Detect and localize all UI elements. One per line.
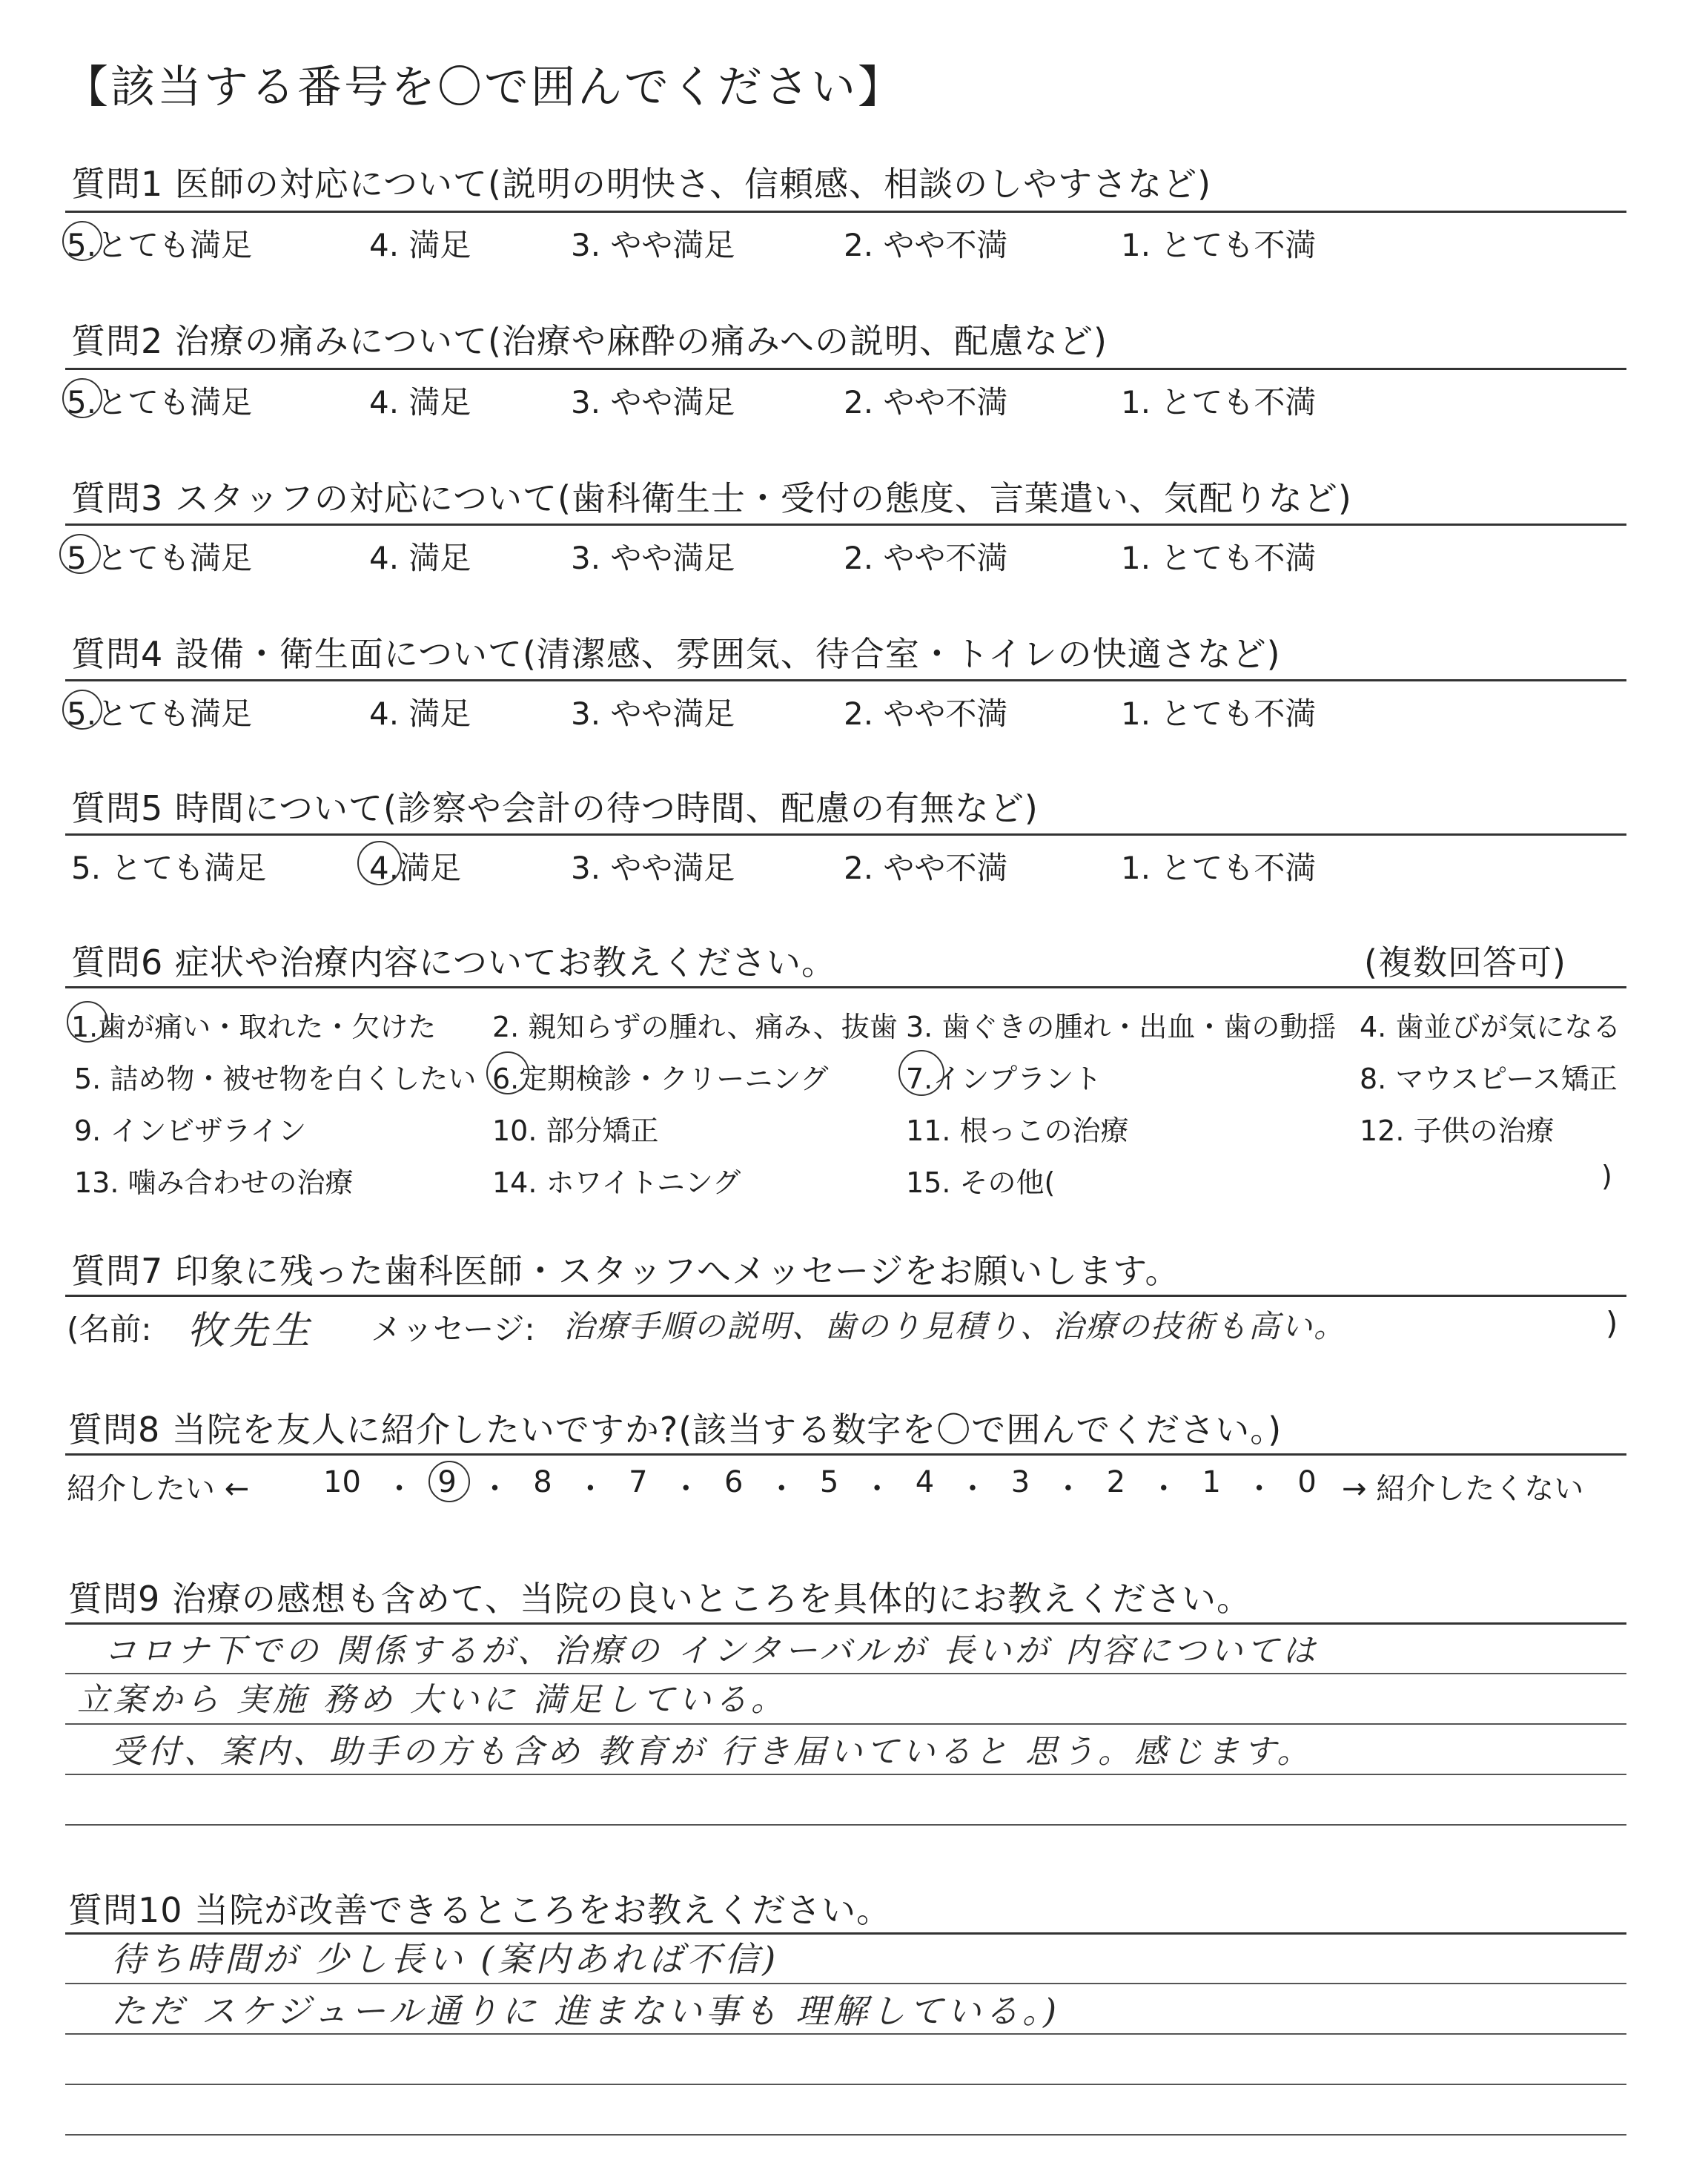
scale-9[interactable]: 9 (437, 1465, 457, 1499)
message-close-paren: ) (1606, 1305, 1618, 1341)
selection-circle (62, 690, 102, 730)
option-4[interactable]: 4. 歯並びが気になる (1360, 1011, 1621, 1043)
option-1[interactable]: 1.歯が痛い・取れた・欠けた (71, 1011, 437, 1043)
name-handwritten[interactable]: 牧先生 (187, 1309, 314, 1353)
divider (65, 368, 1626, 370)
option-13[interactable]: 13. 噛み合わせの治療 (74, 1166, 354, 1199)
question-title: 質問5 時間について(診察や会計の待つ時間、配慮の有無など) (71, 788, 1039, 828)
handwritten-line[interactable]: 受付、案内、助手の方も含め 教育が 行き届いていると 思う。感じます。 (111, 1733, 1314, 1771)
question-title: 質問10 当院が改善できるところをお教えください。 (68, 1890, 892, 1930)
scale-4[interactable]: 4 (915, 1465, 935, 1499)
question-title: 質問9 治療の感想も含めて、当院の良いところを具体的にお教えください。 (68, 1579, 1251, 1619)
divider (65, 833, 1626, 836)
recommend-scale (323, 1465, 1317, 1507)
option-5[interactable]: 5. とても満足 (71, 850, 267, 886)
option-2[interactable]: 2. 親知らずの腫れ、痛み、抜歯 (492, 1011, 898, 1043)
answer-line (65, 2134, 1626, 2136)
scale-10[interactable]: 10 (323, 1465, 361, 1499)
option-2[interactable]: 2. やや不満 (844, 850, 1008, 886)
option-11[interactable]: 11. 根っこの治療 (906, 1114, 1129, 1147)
option-3[interactable]: 3. やや満足 (571, 227, 735, 263)
scale-dot: ・ (1053, 1472, 1083, 1506)
divider (65, 524, 1626, 526)
question-title: 質問4 設備・衛生面について(清潔感、雰囲気、待合室・トイレの快適さなど) (71, 634, 1281, 674)
answer-line (65, 2084, 1626, 2085)
handwritten-line[interactable]: ただ スケジュール通りに 進まない事も 理解している。) (111, 1991, 1061, 2031)
divider (65, 679, 1626, 681)
option-12[interactable]: 12. 子供の治療 (1360, 1114, 1555, 1147)
question-title: 質問3 スタッフの対応について(歯科衛生士・受付の態度、言葉遣い、気配りなど) (71, 478, 1352, 518)
scale-0[interactable]: 0 (1297, 1465, 1317, 1499)
scale-dot: ・ (671, 1472, 701, 1506)
scale-8[interactable]: 8 (533, 1465, 552, 1499)
selection-circle (62, 378, 102, 418)
question-title: 質問1 医師の対応について(説明の明快さ、信頼感、相談のしやすさなど) (71, 164, 1212, 204)
option-3[interactable]: 3. 歯ぐきの腫れ・出血・歯の動揺 (906, 1011, 1337, 1043)
option-2[interactable]: 2. やや不満 (844, 696, 1008, 732)
selection-circle (67, 1001, 108, 1043)
option-4[interactable]: 4. 満足 (369, 540, 471, 576)
answer-line (65, 1774, 1626, 1775)
option-4[interactable]: 4. 満足 (369, 384, 471, 420)
handwritten-line[interactable]: コロナ下での 関係するが、治療の インターバルが 長いが 内容については (104, 1632, 1320, 1670)
option-9[interactable]: 9. インビザライン (74, 1114, 307, 1147)
option-3[interactable]: 3. やや満足 (571, 384, 735, 420)
option-1[interactable]: 1. とても不満 (1121, 384, 1317, 420)
scale-7[interactable]: 7 (629, 1465, 648, 1499)
multiple-answer-note: (複数回答可) (1364, 942, 1566, 982)
option-6[interactable]: 6.定期検診・クリーニング (492, 1063, 829, 1095)
selection-circle (59, 534, 101, 574)
option-1[interactable]: 1. とても不満 (1121, 540, 1317, 576)
option-3[interactable]: 3. やや満足 (571, 540, 735, 576)
question-title: 質問2 治療の痛みについて(治療や麻酔の痛みへの説明、配慮など) (71, 321, 1108, 361)
scale-6[interactable]: 6 (724, 1465, 744, 1499)
scale-dot: ・ (575, 1472, 606, 1506)
selection-circle (898, 1050, 944, 1096)
option-8[interactable]: 8. マウスピース矯正 (1360, 1063, 1618, 1095)
question-title: 質問6 症状や治療内容についてお教えください。 (71, 942, 836, 982)
not-recommend-label: → 紹介したくない (1342, 1472, 1584, 1506)
scale-dot: ・ (1244, 1472, 1274, 1506)
option-2[interactable]: 2. やや不満 (844, 227, 1008, 263)
option-1[interactable]: 1. とても不満 (1121, 696, 1317, 732)
option-2[interactable]: 2. やや不満 (844, 384, 1008, 420)
scale-2[interactable]: 2 (1106, 1465, 1126, 1499)
option-4[interactable]: 4. 満足 (369, 696, 471, 732)
question-title: 質問7 印象に残った歯科医師・スタッフへメッセージをお願いします。 (71, 1251, 1180, 1291)
scale-dot: ・ (957, 1472, 987, 1506)
option-15[interactable]: 15. その他( (906, 1166, 1056, 1199)
option-4[interactable]: 4. 満足 (369, 227, 471, 263)
scale-5[interactable]: 5 (819, 1465, 839, 1499)
recommend-label: 紹介したい ← (67, 1472, 250, 1506)
option-14[interactable]: 14. ホワイトニング (492, 1166, 741, 1199)
scale-3[interactable]: 3 (1010, 1465, 1030, 1499)
option-5[interactable]: 5.とても満足 (67, 696, 253, 732)
answer-line (65, 1824, 1626, 1826)
divider (65, 1295, 1626, 1297)
selection-circle (486, 1051, 529, 1094)
handwritten-line[interactable]: 待ち時間が 少し長い (案内あれば不信) (111, 1939, 780, 1979)
answer-line (65, 2033, 1626, 2035)
option-2[interactable]: 2. やや不満 (844, 540, 1008, 576)
option-10[interactable]: 10. 部分矯正 (492, 1114, 659, 1147)
option-5[interactable]: 5. 詰め物・被せ物を白くしたい (74, 1063, 477, 1095)
selection-circle (62, 221, 102, 261)
option-1[interactable]: 1. とても不満 (1121, 850, 1317, 886)
scale-dot: ・ (1148, 1472, 1179, 1506)
question-title: 質問8 当院を友人に紹介したいですか?(該当する数字を〇で囲んでください。) (68, 1410, 1282, 1450)
name-label: (名前: (67, 1311, 152, 1347)
option-5[interactable]: 5.とても満足 (67, 227, 253, 263)
divider (65, 986, 1626, 988)
handwritten-line[interactable]: 立案から 実施 務め 大いに 満足している。 (77, 1681, 787, 1719)
message-label: メッセージ: (371, 1311, 535, 1347)
option-5[interactable]: 5 とても満足 (67, 540, 253, 576)
divider (65, 1453, 1626, 1456)
option-7[interactable]: 7.インプラント (906, 1063, 1102, 1095)
divider (65, 211, 1626, 213)
scale-dot: ・ (767, 1472, 797, 1506)
option-3[interactable]: 3. やや満足 (571, 850, 735, 886)
option-1[interactable]: 1. とても不満 (1121, 227, 1317, 263)
form-header: 【該当する番号を〇で囲んでください】 (64, 62, 904, 113)
message-handwritten[interactable]: 治療手順の説明、歯のり見積り、治療の技術も高い。 (563, 1308, 1347, 1344)
scale-1[interactable]: 1 (1202, 1465, 1221, 1499)
other-close-paren: ) (1601, 1160, 1612, 1192)
option-3[interactable]: 3. やや満足 (571, 696, 735, 732)
scale-dot: ・ (384, 1472, 414, 1506)
option-5[interactable]: 5.とても満足 (67, 384, 253, 420)
selection-circle (428, 1461, 470, 1502)
scale-dot: ・ (480, 1472, 510, 1506)
selection-circle (357, 841, 402, 885)
option-4[interactable]: 4.満足 (369, 850, 462, 886)
scale-dot: ・ (862, 1472, 893, 1506)
